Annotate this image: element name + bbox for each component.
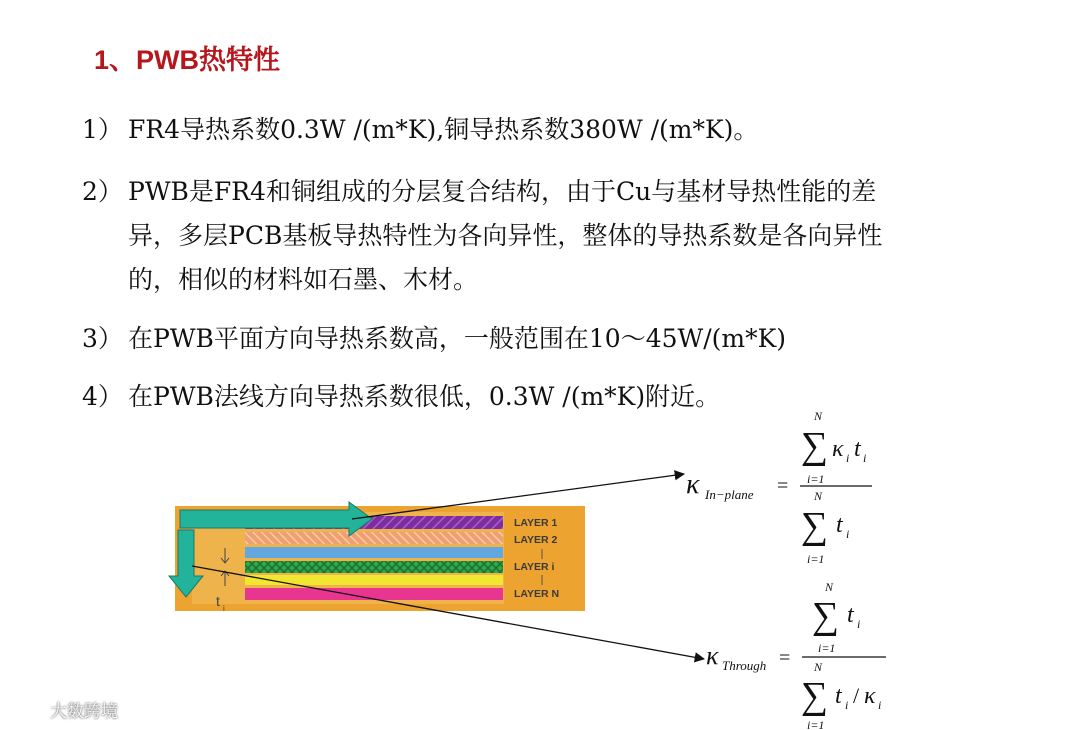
item-text-line: PWB是FR4和铜组成的分层复合结构，由于Cu与基材导热性能的差 bbox=[128, 177, 877, 206]
layer-1-label: LAYER 1 bbox=[514, 517, 558, 529]
item-number: 1） bbox=[82, 115, 123, 144]
sum-symbol: ∑ bbox=[801, 675, 829, 717]
layer-green-band bbox=[245, 561, 503, 573]
sum-upper-limit: N bbox=[825, 580, 834, 594]
kappa-subscript: In−plane bbox=[705, 487, 754, 502]
equals-sign: = bbox=[777, 475, 789, 497]
term-sub: i bbox=[878, 698, 882, 712]
item-text-line: 的，相似的材料如石墨、木材。 bbox=[128, 265, 479, 294]
item-text: 在PWB法线方向导热系数很低，0.3W /(m*K)附近。 bbox=[128, 382, 721, 411]
item-text: 在PWB平面方向导热系数高，一般范围在10～45W/(m*K) bbox=[128, 324, 787, 353]
in-plane-formula bbox=[686, 409, 872, 566]
item-number: 3） bbox=[82, 324, 123, 353]
term-sub: i bbox=[846, 451, 850, 465]
layer-n-band bbox=[245, 588, 503, 600]
thickness-label: t bbox=[216, 593, 220, 609]
layer-yellow-band bbox=[245, 575, 503, 585]
term-slash: / bbox=[853, 683, 860, 708]
kappa-symbol: κ bbox=[686, 469, 700, 500]
sum-symbol: ∑ bbox=[812, 595, 840, 637]
watermark-text: 大数跨境 bbox=[50, 702, 118, 722]
kappa-symbol: κ bbox=[706, 641, 719, 670]
layer-i-label: LAYER i bbox=[514, 561, 555, 573]
term-t: t bbox=[847, 602, 854, 628]
slide-title: 1、PWB热特性 bbox=[94, 45, 281, 75]
term-sub: i bbox=[846, 527, 850, 541]
term-t: t bbox=[836, 512, 843, 538]
sum-symbol: ∑ bbox=[801, 425, 829, 467]
layer-i-band bbox=[245, 547, 503, 558]
thickness-subscript: i bbox=[223, 604, 225, 613]
sum-symbol: ∑ bbox=[801, 505, 829, 547]
item-number: 4） bbox=[82, 382, 123, 411]
item-text-line: 异，多层PCB基板导热特性为各向异性，整体的导热系数是各向异性 bbox=[128, 221, 883, 250]
sum-upper-limit: N bbox=[814, 489, 823, 503]
term-kappa: κ bbox=[864, 683, 876, 709]
layer-2-label: LAYER 2 bbox=[514, 534, 558, 546]
kappa-subscript: Through bbox=[722, 658, 767, 673]
layer-2-band bbox=[245, 532, 503, 544]
sum-lower-limit: i=1 bbox=[818, 641, 836, 655]
item-text: FR4导热系数0.3W /(m*K),铜导热系数380W /(m*K)。 bbox=[128, 115, 759, 144]
sum-lower-limit: i=1 bbox=[807, 552, 825, 566]
term-sub: i bbox=[845, 698, 849, 712]
term-sub: i bbox=[863, 451, 867, 465]
chat-bubble-logo-icon bbox=[10, 699, 44, 721]
term-t: t bbox=[854, 436, 861, 462]
sum-upper-limit: N bbox=[814, 409, 823, 423]
layer-n-label: LAYER N bbox=[514, 588, 560, 600]
equals-sign: = bbox=[779, 647, 791, 669]
term-t: t bbox=[835, 683, 842, 709]
sum-lower-limit: i=1 bbox=[807, 472, 825, 486]
watermark bbox=[10, 697, 118, 722]
sum-upper-limit: N bbox=[814, 660, 823, 674]
through-formula bbox=[706, 580, 886, 730]
term-sub: i bbox=[857, 617, 861, 631]
sum-lower-limit: i=1 bbox=[807, 718, 825, 730]
term-kappa: κ bbox=[832, 436, 844, 462]
item-number: 2） bbox=[82, 177, 123, 206]
